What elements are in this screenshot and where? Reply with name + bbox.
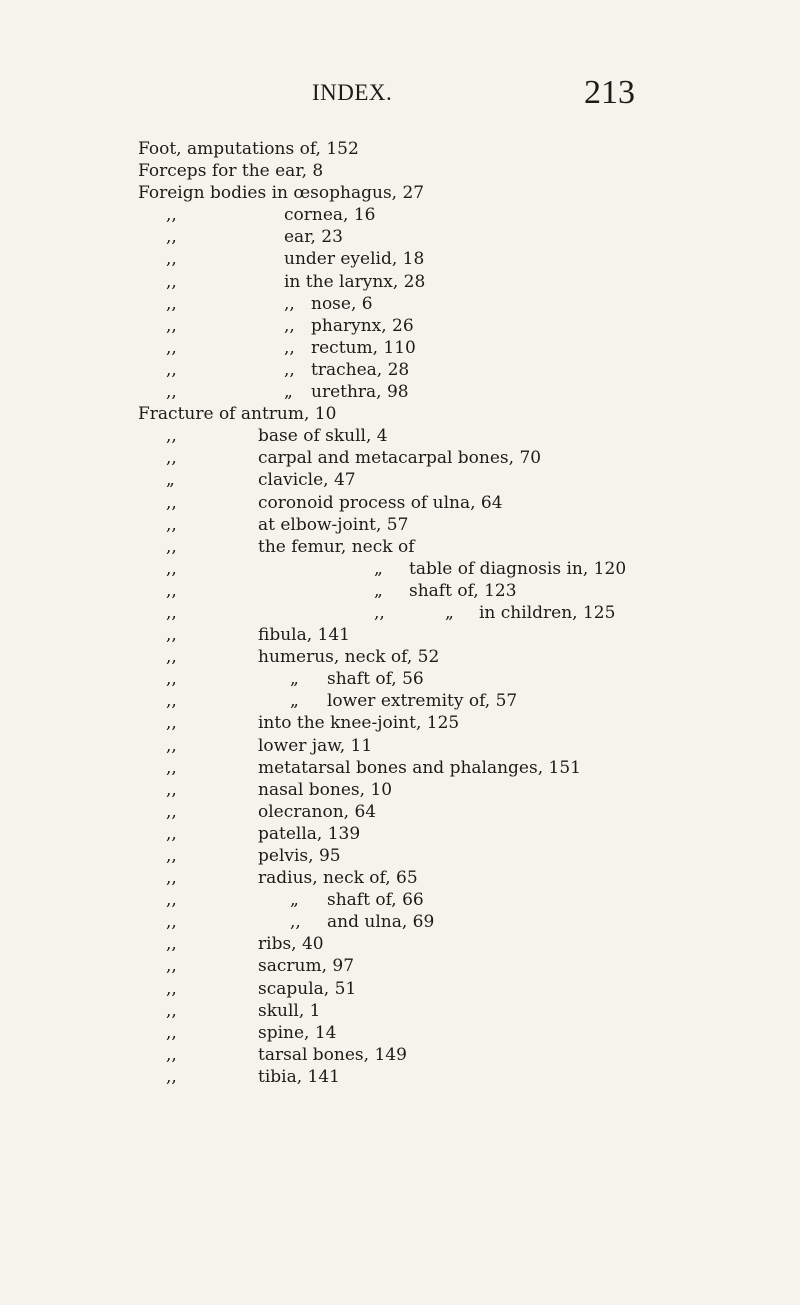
index-entry-text: rectum, 110 [311,337,416,358]
ditto-mark: ,, [166,846,177,866]
index-entry-text: Foot, amputations of, 152 [138,139,359,159]
index-entry-text: Forceps for the ear, 8 [138,161,324,182]
ditto-mark: „ [374,558,383,579]
ditto-mark: ,, [166,1044,177,1065]
index-entry [0,1022,800,1044]
index-entry [0,160,800,182]
ditto-mark: ,, [166,757,177,778]
index-entry [0,911,800,933]
index-entry [0,558,800,580]
ditto-mark: ,, [166,978,177,999]
ditto-mark: ,, [284,293,295,314]
index-entry [0,315,800,337]
index-entry [0,602,800,624]
index-entry-text: Fracture of antrum, 10 [138,404,337,425]
index-entry-text: in children, 125 [479,602,616,623]
index-entry-text: trachea, 28 [311,359,410,380]
ditto-mark: ,, [166,492,177,513]
ditto-mark: ,, [166,602,177,623]
index-entry-text: metatarsal bones and phalanges, 151 [258,757,581,778]
ditto-mark: ,, [166,779,177,800]
index-entry-text: fibula, 141 [258,625,350,646]
index-entry [0,845,800,867]
index-entry-text: base of skull, 4 [258,426,388,447]
index-entry-text: the femur, neck of [258,536,415,557]
index-entry [0,182,800,204]
index-entry [0,381,800,403]
index-entry-text: ear, 23 [284,227,343,248]
index-entry [0,779,800,801]
index-entry-text: nose, 6 [311,293,373,314]
index-entry [0,337,800,359]
index-entry-text: cornea, 16 [284,205,376,226]
index-entry-text: lower extremity of, 57 [327,691,518,712]
index-entry-text: Foreign bodies in œsophagus, 27 [138,183,425,204]
ditto-mark: ,, [166,625,177,646]
index-entry-text: urethra, 98 [311,382,409,403]
index-entry [0,204,800,226]
index-entry [0,823,800,845]
ditto-mark: ,, [166,580,177,601]
index-entry-text: sacrum, 97 [258,956,355,977]
index-entry-text: humerus, neck of, 52 [258,647,440,668]
ditto-mark: ,, [166,713,177,734]
index-entry-text: in the larynx, 28 [284,271,426,292]
ditto-mark: ,, [166,1000,177,1021]
index-entry-text: olecranon, 64 [258,801,377,822]
ditto-mark: ,, [166,271,177,292]
index-entry-text: lower jaw, 11 [258,735,373,756]
ditto-mark: ,, [166,801,177,822]
index-entry [0,403,800,425]
index-entries [0,138,800,1088]
ditto-mark: ,, [290,912,301,933]
index-entry [0,359,800,381]
ditto-mark: ,, [166,293,177,314]
ditto-mark: ,, [166,934,177,955]
index-entry [0,735,800,757]
ditto-mark: ,, [166,205,177,226]
index-entry [0,469,800,491]
ditto-mark: ,, [166,735,177,756]
index-entry-text: and ulna, 69 [327,912,435,933]
page-number: 213 [584,74,635,111]
index-entry [0,1044,800,1066]
index-entry-text: into the knee-joint, 125 [258,713,460,734]
index-entry-text: shaft of, 56 [327,669,424,690]
ditto-mark: ,, [166,890,177,911]
ditto-mark: ,, [374,602,385,623]
ditto-mark: ,, [166,514,177,535]
ditto-mark: ,, [166,426,177,447]
index-entry [0,514,800,536]
ditto-mark: ,, [166,382,177,403]
index-entry-text: under eyelid, 18 [284,249,425,270]
ditto-mark: ,, [166,956,177,977]
index-entry-text: tibia, 141 [258,1066,340,1087]
ditto-mark: ,, [166,669,177,690]
index-entry-text: shaft of, 123 [409,580,517,601]
ditto-mark: ,, [166,1066,177,1087]
index-entry [0,690,800,712]
index-entry-text: carpal and metacarpal bones, 70 [258,448,542,469]
index-entry [0,955,800,977]
ditto-mark: ,, [166,227,177,248]
ditto-mark: ,, [166,448,177,469]
index-entry [0,646,800,668]
index-entry-text: scapula, 51 [258,978,357,999]
index-entry-text: pelvis, 95 [258,846,341,866]
ditto-mark: ,, [166,558,177,579]
index-entry [0,867,800,889]
ditto-mark: ,, [166,337,177,358]
index-entry-text: coronoid process of ulna, 64 [258,492,503,513]
ditto-mark: ,, [166,359,177,380]
ditto-mark: ,, [166,912,177,933]
index-entry [0,668,800,690]
index-entry [0,580,800,602]
index-entry-text: at elbow-joint, 57 [258,514,409,535]
ditto-mark: ,, [166,691,177,712]
index-entry [0,492,800,514]
index-entry [0,293,800,315]
index-entry [0,889,800,911]
index-entry [0,536,800,558]
index-entry-text: pharynx, 26 [311,315,414,336]
index-entry [0,271,800,293]
index-entry-text: shaft of, 66 [327,890,424,911]
ditto-mark: ,, [284,337,295,358]
ditto-mark: ,, [284,315,295,336]
index-entry [0,425,800,447]
ditto-mark: „ [166,470,175,491]
index-entry [0,248,800,270]
index-entry [0,226,800,248]
index-entry-text: ribs, 40 [258,934,324,955]
index-entry [0,1066,800,1088]
index-entry [0,447,800,469]
index-entry [0,712,800,734]
page-title: INDEX. [312,80,393,105]
ditto-mark: ,, [166,315,177,336]
ditto-mark: „ [290,890,299,911]
index-entry [0,933,800,955]
ditto-mark: „ [374,580,383,601]
ditto-mark: ,, [166,1022,177,1043]
index-entry [0,138,800,160]
ditto-mark: ,, [166,647,177,668]
ditto-mark: „ [284,382,293,403]
index-entry-text: nasal bones, 10 [258,779,393,800]
index-entry [0,1000,800,1022]
ditto-mark: „ [290,691,299,712]
ditto-mark: „ [445,602,454,623]
ditto-mark: ,, [166,868,177,889]
ditto-mark: ,, [284,359,295,380]
index-entry-text: spine, 14 [258,1022,337,1043]
ditto-mark: ,, [166,823,177,844]
index-entry-text: table of diagnosis in, 120 [409,558,627,579]
index-entry [0,978,800,1000]
ditto-mark: „ [290,669,299,690]
ditto-mark: ,, [166,249,177,270]
index-entry [0,624,800,646]
index-entry-text: tarsal bones, 149 [258,1044,407,1065]
index-entry-text: clavicle, 47 [258,470,356,491]
ditto-mark: ,, [166,536,177,557]
page-header [0,74,800,114]
index-entry-text: radius, neck of, 65 [258,868,418,889]
index-entry-text: skull, 1 [258,1000,321,1021]
index-entry [0,757,800,779]
index-entry [0,801,800,823]
index-entry-text: patella, 139 [258,823,361,844]
